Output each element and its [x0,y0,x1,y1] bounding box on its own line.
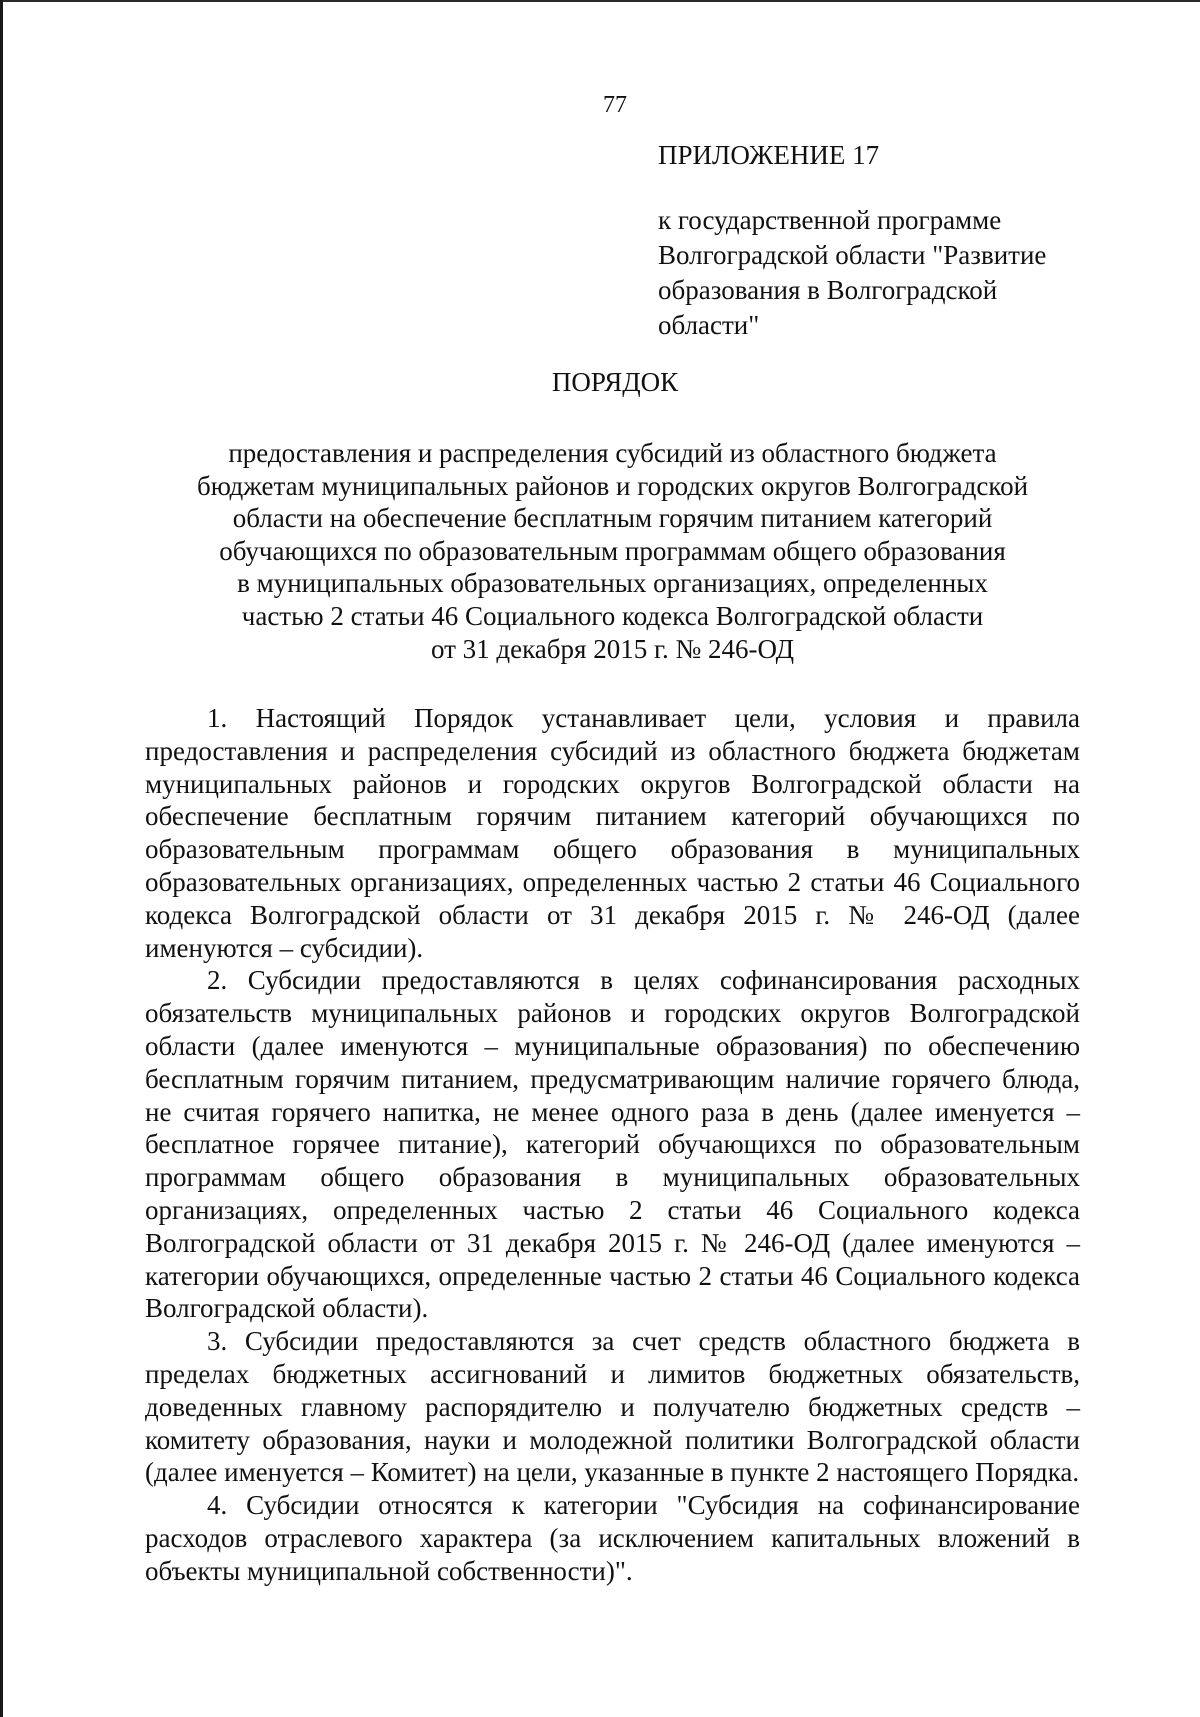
subtitle-line: в муниципальных образовательных организациях, определенных [237,568,988,599]
appendix-reference-line: к государственной программе [658,205,1002,235]
paragraph-4: 4. Субсидии относятся к категории "Субсидия на софинансирование расходов отраслевого характера (за исключением капитальных вложений в объекты муниципальной собственности)". [145,1490,1080,1586]
appendix-reference-line: образования в Волгоградской [658,275,998,305]
appendix-reference [658,203,1078,343]
paragraph-3: 3. Субсидии предоставляются за счет средств областного бюджета в пределах бюджетных ассигнований и лимитов бюджетных обязательств, доведенных главному распорядителю и получателю бюджетных средств – комитету образования, науки и молодежной политики Волгоградской области (далее именуется – Комитет) на цели, указанные в пункте 2 настоящего Порядка. [145,1326,1080,1488]
subtitle-line: частью 2 статьи 46 Социального кодекса Волгоградской области [241,600,984,631]
subtitle-line: предоставления и распределения субсидий из областного бюджета [228,438,997,468]
appendix-title: ПРИЛОЖЕНИЕ 17 [658,140,880,170]
appendix-reference-line: области" [658,310,760,340]
document-body [145,702,1080,1588]
scan-edge-left [0,0,3,1717]
subtitle-line: области на обеспечение бесплатным горячим питанием категорий [232,503,993,534]
subtitle-line: от 31 декабря 2015 г. № 246-ОД [430,633,795,664]
subtitle-line: обучающихся по образовательным программам общего образования [219,535,1006,566]
document-title: ПОРЯДОК [551,367,679,397]
paragraph-2: 2. Субсидии предоставляются в целях софинансирования расходных обязательств муниципальных районов и городских округов Волгоградской области (далее именуются – муниципальные образования) по обеспечению бесплатным горячим питанием, предусматривающим наличие горячего блюда, не считая горячего напитка, не менее одного раза в день (далее именуется – бесплатное горячее питание), категорий обучающихся по образовательным программам общего образования в муниципальных образовательных организациях, определенных частью 2 статьи 46 Социального кодекса Волгоградской области от 31 декабря 2015 г. № 246-ОД (далее именуются – категории обучающихся, определенные частью 2 статьи 46 Социального кодекса Волгоградской области). [145,965,1080,1324]
appendix-reference-line: Волгоградской области "Развитие [658,240,1047,270]
paragraph-1: 1. Настоящий Порядок устанавливает цели, условия и правила предоставления и распределения субсидий из областного бюджета бюджетам муниципальных районов и городских округов Волгоградской области на обеспечение бесплатным горячим питанием категорий обучающихся по образовательным программам общего образования в муниципальных образовательных организациях, определенных частью 2 статьи 46 Социального кодекса Волгоградской области от 31 декабря 2015 г. № 246-ОД (далее именуются – субсидии). [145,703,1080,963]
scan-edge-top [0,0,1200,2]
page-number: 77 [603,92,627,118]
document-subtitle [145,437,1080,665]
subtitle-line: бюджетам муниципальных районов и городских округов Волгоградской [196,470,1029,501]
